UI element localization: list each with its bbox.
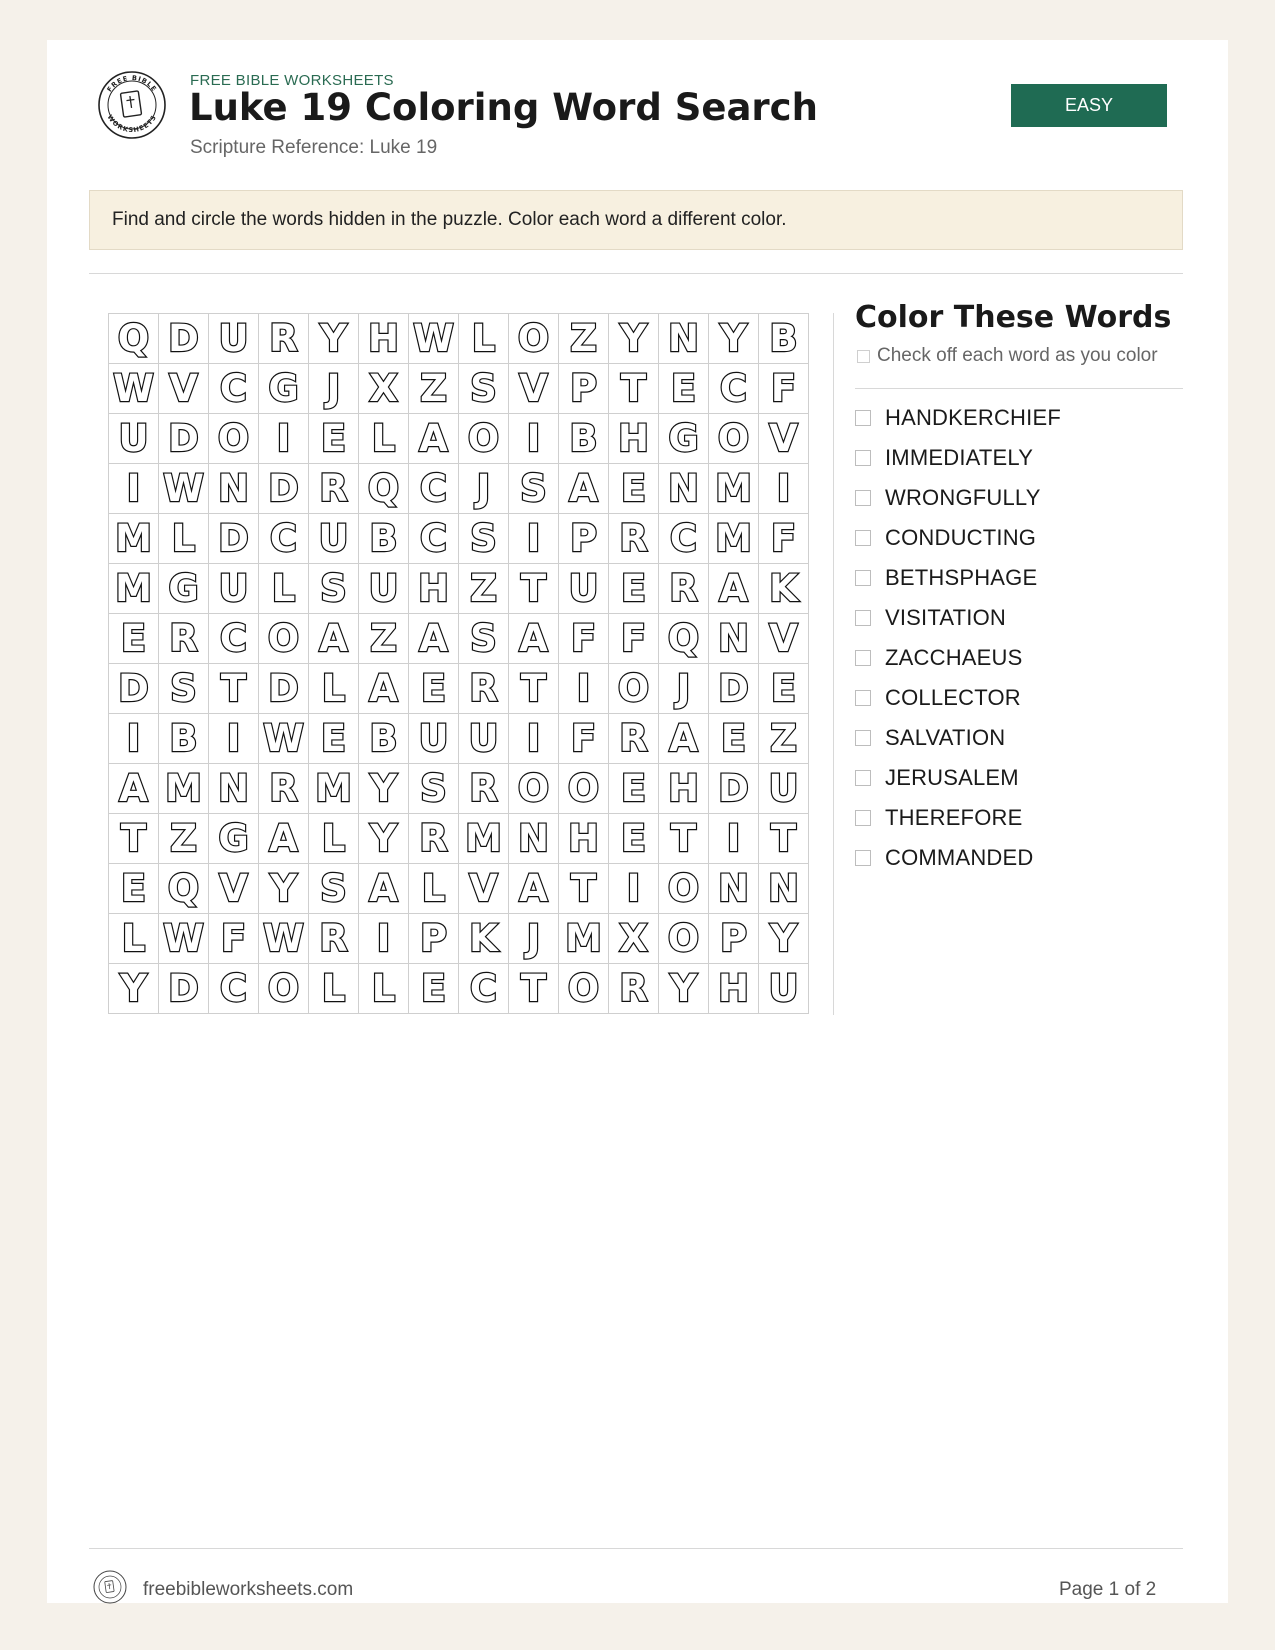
grid-cell[interactable]: S [459,614,509,664]
word-item [855,838,1061,878]
word-label: BETHSPHAGE [885,565,1038,590]
grid-cell[interactable]: C [459,964,509,1014]
grid-cell[interactable]: G [259,364,309,414]
grid-cell[interactable]: U [409,714,459,764]
grid-cell[interactable]: T [509,964,559,1014]
grid-cell[interactable]: N [209,464,259,514]
grid-cell[interactable]: U [459,714,509,764]
grid-cell[interactable]: P [709,914,759,964]
grid-cell[interactable]: Y [109,964,159,1014]
grid-cell[interactable]: T [509,564,559,614]
grid-cell[interactable]: X [359,364,409,414]
word-checkbox[interactable] [855,810,871,826]
grid-cell[interactable]: I [259,414,309,464]
grid-cell[interactable]: I [109,714,159,764]
grid-cell[interactable]: J [309,364,359,414]
word-item [855,718,1061,758]
grid-cell[interactable]: F [609,614,659,664]
grid-cell[interactable]: W [159,914,209,964]
grid-cell[interactable]: J [509,914,559,964]
word-label: WRONGFULLY [885,485,1041,510]
grid-cell[interactable]: C [659,514,709,564]
grid-cell[interactable]: R [259,314,309,364]
word-item [855,398,1061,438]
word-label: SALVATION [885,725,1006,750]
grid-cell[interactable]: F [559,714,609,764]
grid-cell[interactable]: A [409,614,459,664]
grid-cell[interactable]: G [159,564,209,614]
logo-text-bottom: WORKSHEETS [105,113,159,135]
footer-divider [89,1548,1183,1549]
grid-cell[interactable]: R [609,964,659,1014]
grid-cell[interactable]: V [459,864,509,914]
grid-cell[interactable]: M [159,764,209,814]
difficulty-badge: EASY [1011,84,1167,127]
grid-cell[interactable]: D [109,664,159,714]
grid-cell[interactable]: V [759,414,809,464]
grid-cell[interactable]: Z [159,814,209,864]
grid-cell[interactable]: V [759,614,809,664]
grid-cell[interactable]: J [459,464,509,514]
grid-cell[interactable]: D [709,764,759,814]
grid-cell[interactable]: C [409,464,459,514]
grid-cell[interactable]: Z [759,714,809,764]
grid-cell[interactable]: T [659,814,709,864]
grid-cell[interactable]: S [409,764,459,814]
grid-cell[interactable]: R [309,914,359,964]
word-list-subtitle [857,345,1158,367]
grid-cell[interactable]: O [459,414,509,464]
grid-cell[interactable]: B [359,514,409,564]
grid-cell[interactable]: N [709,864,759,914]
grid-cell[interactable]: N [659,314,709,364]
grid-cell[interactable]: V [159,364,209,414]
grid-cell[interactable]: Y [759,914,809,964]
grid-cell[interactable]: A [659,714,709,764]
grid-cell[interactable]: A [359,664,409,714]
grid-cell[interactable]: O [259,964,309,1014]
grid-cell[interactable]: C [709,364,759,414]
grid-cell[interactable]: Z [459,564,509,614]
grid-cell[interactable]: R [609,514,659,564]
word-label: HANDKERCHIEF [885,405,1061,430]
word-list-subtitle-text: Check off each word as you color [877,345,1158,366]
word-label: COMMANDED [885,845,1034,870]
grid-cell[interactable]: U [309,514,359,564]
grid-cell[interactable]: C [209,614,259,664]
grid-cell[interactable]: T [759,814,809,864]
grid-cell[interactable]: O [509,314,559,364]
bible-logo-icon [97,70,167,140]
grid-cell[interactable]: S [309,564,359,614]
column-divider [833,313,834,1015]
grid-cell[interactable]: Y [309,314,359,364]
word-checkbox[interactable] [855,570,871,586]
grid-cell[interactable]: E [609,814,659,864]
grid-cell[interactable]: B [359,714,409,764]
grid-cell[interactable]: F [559,614,609,664]
grid-cell[interactable]: N [509,814,559,864]
grid-cell[interactable]: R [659,564,709,614]
grid-cell[interactable]: I [509,714,559,764]
grid-cell[interactable]: T [559,864,609,914]
word-item [855,638,1061,678]
grid-cell[interactable]: U [759,764,809,814]
brand-name: FREE BIBLE WORKSHEETS [190,72,394,89]
grid-cell[interactable]: L [309,814,359,864]
grid-cell[interactable]: I [109,464,159,514]
grid-cell[interactable]: E [309,714,359,764]
word-checkbox[interactable] [855,410,871,426]
grid-cell[interactable]: I [609,864,659,914]
grid-cell[interactable]: M [109,514,159,564]
word-item [855,558,1061,598]
grid-cell[interactable]: M [459,814,509,864]
grid-cell[interactable]: O [259,614,309,664]
grid-cell[interactable]: W [259,914,309,964]
grid-cell[interactable]: J [659,664,709,714]
grid-cell[interactable]: D [709,664,759,714]
grid-cell[interactable]: A [109,764,159,814]
grid-cell[interactable]: H [559,814,609,864]
grid-cell[interactable]: R [409,814,459,864]
grid-cell[interactable]: E [109,864,159,914]
grid-cell[interactable]: T [509,664,559,714]
grid-cell[interactable]: W [259,714,309,764]
grid-cell[interactable]: Y [609,314,659,364]
grid-cell[interactable]: L [409,864,459,914]
grid-cell[interactable]: A [259,814,309,864]
grid-cell[interactable]: H [609,414,659,464]
word-label: JERUSALEM [885,765,1019,790]
grid-cell[interactable]: Q [659,614,709,664]
grid-cell[interactable]: L [359,964,409,1014]
checkbox-icon [857,350,870,363]
grid-cell[interactable]: L [259,564,309,614]
grid-cell[interactable]: N [209,764,259,814]
grid-cell[interactable]: U [209,564,259,614]
grid-cell[interactable]: E [759,664,809,714]
grid-cell[interactable]: B [559,414,609,464]
grid-cell[interactable]: C [259,514,309,564]
scripture-reference: Scripture Reference: Luke 19 [190,137,438,158]
grid-cell[interactable]: R [609,714,659,764]
grid-cell[interactable]: V [209,864,259,914]
grid-cell[interactable]: U [559,564,609,614]
grid-cell[interactable]: R [309,464,359,514]
grid-cell[interactable]: W [409,314,459,364]
grid-cell[interactable]: E [409,964,459,1014]
word-checkbox[interactable] [855,530,871,546]
grid-cell[interactable]: M [109,564,159,614]
word-item [855,598,1061,638]
grid-cell[interactable]: F [759,514,809,564]
grid-cell[interactable]: E [409,664,459,714]
footer-logo-icon [93,1570,127,1604]
grid-cell[interactable]: R [459,764,509,814]
grid-cell[interactable]: E [609,764,659,814]
grid-cell[interactable]: E [609,464,659,514]
grid-cell[interactable]: Q [359,464,409,514]
grid-cell[interactable]: O [559,964,609,1014]
grid-cell[interactable]: S [459,364,509,414]
footer-site-link[interactable]: freebibleworksheets.com [143,1579,354,1600]
grid-cell[interactable]: H [359,314,409,364]
grid-cell[interactable]: N [659,464,709,514]
grid-cell[interactable]: Y [359,814,409,864]
word-checkbox[interactable] [855,850,871,866]
page-number: Page 1 of 2 [1059,1579,1157,1600]
grid-cell[interactable]: I [559,664,609,714]
grid-cell[interactable]: Y [359,764,409,814]
logo-text-top: FREE BIBLE [105,73,159,94]
word-checkbox[interactable] [855,650,871,666]
grid-cell[interactable]: H [709,964,759,1014]
word-label: COLLECTOR [885,685,1021,710]
grid-cell[interactable]: L [309,964,359,1014]
grid-cell[interactable]: A [559,464,609,514]
grid-cell[interactable]: Q [159,864,209,914]
grid-cell[interactable]: L [309,664,359,714]
grid-cell[interactable]: T [609,364,659,414]
worksheet-page [47,40,1228,1603]
word-item [855,438,1061,478]
grid-cell[interactable]: C [409,514,459,564]
grid-cell[interactable]: M [709,464,759,514]
grid-cell[interactable]: D [159,414,209,464]
grid-cell[interactable]: T [109,814,159,864]
grid-cell[interactable]: U [109,414,159,464]
grid-cell[interactable]: U [359,564,409,614]
grid-cell[interactable]: Y [259,864,309,914]
grid-cell[interactable]: A [409,414,459,464]
grid-cell[interactable]: O [609,664,659,714]
grid-cell[interactable]: O [659,914,709,964]
grid-cell[interactable]: I [709,814,759,864]
grid-cell[interactable]: S [459,514,509,564]
grid-cell[interactable]: Y [659,964,709,1014]
grid-cell[interactable]: O [509,764,559,814]
word-label: IMMEDIATELY [885,445,1034,470]
grid-cell[interactable]: T [209,664,259,714]
grid-cell[interactable]: D [259,464,309,514]
grid-cell[interactable]: P [409,914,459,964]
word-label: THEREFORE [885,805,1023,830]
grid-cell[interactable]: O [659,864,709,914]
grid-cell[interactable]: E [709,714,759,764]
word-checkbox[interactable] [855,730,871,746]
grid-cell[interactable]: I [759,464,809,514]
grid-cell[interactable]: S [159,664,209,714]
grid-cell[interactable]: A [359,864,409,914]
worksheet-header [47,40,1228,180]
instructions-box [89,190,1183,250]
grid-cell[interactable]: K [759,564,809,614]
grid-cell[interactable]: E [109,614,159,664]
word-item [855,798,1061,838]
grid-cell[interactable]: L [109,914,159,964]
grid-cell[interactable]: D [159,314,209,364]
grid-cell[interactable]: N [709,614,759,664]
word-item [855,478,1061,518]
grid-cell[interactable]: M [709,514,759,564]
page-title: Luke 19 Coloring Word Search [189,86,818,129]
grid-cell[interactable]: R [459,664,509,714]
grid-cell[interactable]: C [209,964,259,1014]
grid-cell[interactable]: Q [109,314,159,364]
word-checkbox[interactable] [855,450,871,466]
word-label: ZACCHAEUS [885,645,1023,670]
grid-cell[interactable]: E [659,364,709,414]
word-label: CONDUCTING [885,525,1037,550]
grid-cell[interactable]: U [759,964,809,1014]
word-label: VISITATION [885,605,1006,630]
grid-cell[interactable]: D [159,964,209,1014]
grid-cell[interactable]: U [209,314,259,364]
grid-cell[interactable]: A [509,864,559,914]
grid-cell[interactable]: I [509,514,559,564]
word-list [855,398,1061,878]
word-list-title: Color These Words [855,300,1172,335]
grid-cell[interactable]: S [309,864,359,914]
divider [855,388,1183,389]
grid-cell[interactable]: A [509,614,559,664]
grid-cell[interactable]: E [609,564,659,614]
grid-cell[interactable]: P [559,514,609,564]
grid-cell[interactable]: I [509,414,559,464]
grid-cell[interactable]: E [309,414,359,464]
grid-cell[interactable]: L [159,514,209,564]
grid-cell[interactable]: L [359,414,409,464]
grid-cell[interactable]: M [559,914,609,964]
grid-cell[interactable]: W [159,464,209,514]
grid-cell[interactable]: O [209,414,259,464]
grid-cell[interactable]: O [709,414,759,464]
grid-cell[interactable]: G [659,414,709,464]
grid-cell[interactable]: F [759,364,809,414]
grid-cell[interactable]: C [209,364,259,414]
grid-cell[interactable]: M [309,764,359,814]
grid-cell[interactable]: L [459,314,509,364]
word-checkbox[interactable] [855,610,871,626]
instructions-text: Find and circle the words hidden in the puzzle. Color each word a different color. [112,209,787,230]
divider [89,273,1183,274]
grid-cell[interactable]: V [509,364,559,414]
grid-cell[interactable]: N [759,864,809,914]
grid-cell[interactable]: Z [359,614,409,664]
word-checkbox[interactable] [855,770,871,786]
grid-cell[interactable]: H [659,764,709,814]
grid-cell[interactable]: A [309,614,359,664]
grid-cell[interactable]: F [209,914,259,964]
grid-cell[interactable]: O [559,764,609,814]
grid-cell[interactable]: R [259,764,309,814]
word-checkbox[interactable] [855,690,871,706]
word-checkbox[interactable] [855,490,871,506]
grid-cell[interactable]: Z [409,364,459,414]
grid-cell[interactable]: G [209,814,259,864]
word-search-grid [108,313,809,1014]
grid-cell[interactable]: A [709,564,759,614]
word-item [855,758,1061,798]
grid-cell[interactable]: B [759,314,809,364]
grid-cell[interactable]: W [109,364,159,414]
grid-cell[interactable]: D [209,514,259,564]
grid-cell[interactable]: B [159,714,209,764]
grid-cell[interactable]: K [459,914,509,964]
grid-cell[interactable]: I [359,914,409,964]
grid-cell[interactable]: D [259,664,309,714]
grid-cell[interactable]: Z [559,314,609,364]
grid-cell[interactable]: Y [709,314,759,364]
word-item [855,678,1061,718]
grid-cell[interactable]: P [559,364,609,414]
grid-cell[interactable]: R [159,614,209,664]
word-item [855,518,1061,558]
grid-cell[interactable]: H [409,564,459,614]
grid-cell[interactable]: S [509,464,559,514]
grid-cell[interactable]: X [609,914,659,964]
grid-cell[interactable]: I [209,714,259,764]
